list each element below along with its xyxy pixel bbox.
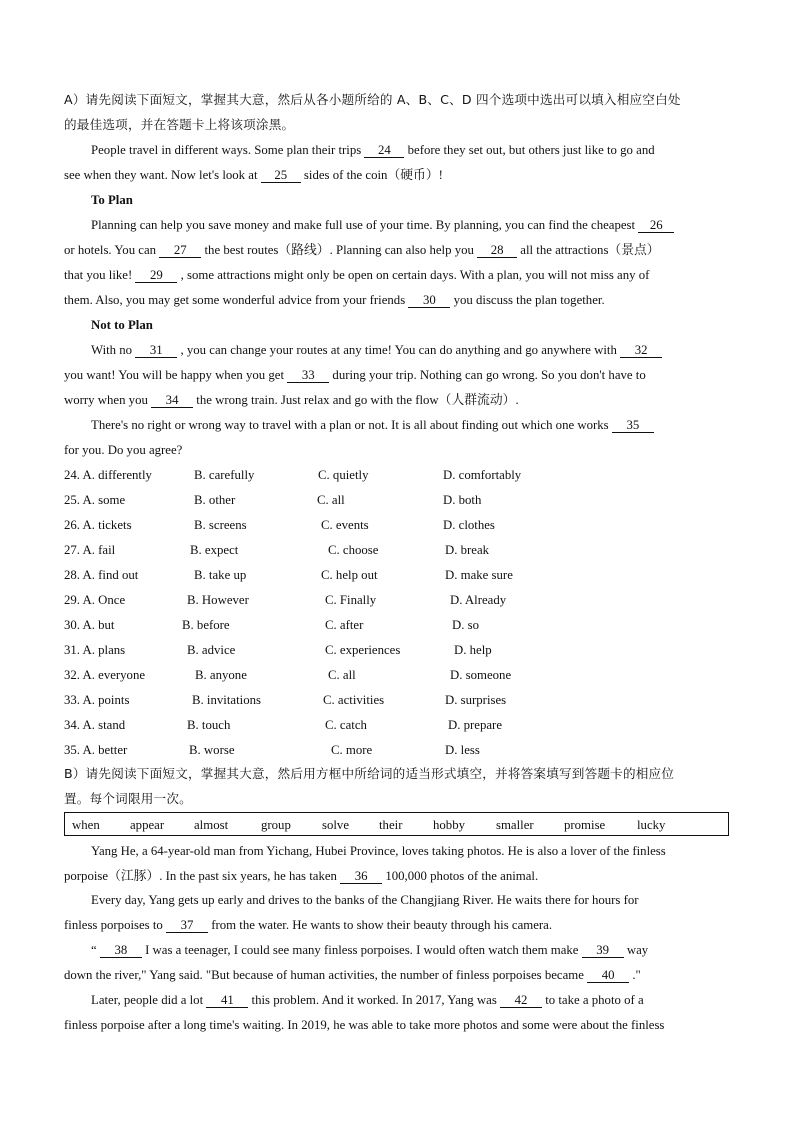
question-option-a [64,567,138,583]
part-a-instruction-line2: 的最佳选项，并在答题卡上将该项涂黑。 [64,117,295,132]
passage-b-para2-line2 [64,917,552,933]
blank-25: 25 [261,168,301,183]
question-option-b: B. advice [187,643,236,657]
word-bank-item: lucky [637,818,666,832]
question-option-c: C. events [321,518,369,532]
question-option-b: B. carefully [194,468,255,482]
text-segment: worry when you [64,393,148,407]
question-option-d: D. clothes [443,518,495,532]
passage-b-para1-line1: Yang He, a 64-year-old man from Yichang, Hubei Province, loves taking photos. He is also a lover of the finless [91,844,666,858]
question-option-b: B. worse [189,743,235,757]
option-text: A. everyone [82,668,146,682]
word-bank-item: group [261,818,291,832]
option-text: A. points [82,693,130,707]
passage-a-para3-line2 [64,367,646,383]
text-segment: There's no right or wrong way to travel with a plan or not. It is all about finding out which one works [91,418,609,432]
question-number: 31. [64,643,80,657]
question-option-b: B. before [182,618,230,632]
question-option-d: D. so [452,618,480,632]
text-segment: , you can change your routes at any time! You can do anything and go anywhere with [180,343,617,357]
text-segment: 100,000 photos of the animal. [385,869,539,883]
blank-32: 32 [620,343,662,358]
question-option-b: B. take up [194,568,247,582]
text-segment: the best routes（路线）. Planning can also help you [204,243,474,257]
question-number: 30. [64,618,80,632]
part-b-instruction-line1: B）请先阅读下面短文，掌握其大意，然后用方框中所给词的适当形式填空，并将答案填写到答题卡的相应位 [64,766,675,781]
passage-b-para4-line2: finless porpoise after a long time's waiting. In 2019, he was able to take more photos and some were about the finless [64,1018,665,1032]
option-text: A. find out [82,568,139,582]
question-number: 25. [64,493,80,507]
question-number: 35. [64,743,80,757]
blank-24: 24 [364,143,404,158]
question-option-b: B. invitations [192,693,261,707]
blank-35: 35 [612,418,654,433]
text-segment: this problem. And it worked. In 2017, Yang was [251,993,497,1007]
text-segment: Later, people did a lot [91,993,204,1007]
passage-a-para2-line1 [91,217,674,233]
question-option-a [64,742,127,758]
text-segment: I was a teenager, I could see many finless porpoises. I would often watch them make [145,943,579,957]
text-segment: , some attractions might only be open on certain days. With a plan, you will not miss any of [180,268,650,282]
word-bank-item: their [379,818,403,832]
text-segment: them. Also, you may get some wonderful advice from your friends [64,293,406,307]
question-option-c: C. catch [325,718,367,732]
question-option-c: C. after [325,618,364,632]
passage-a-para1-line1 [91,142,655,158]
option-text: A. plans [82,643,126,657]
passage-b-para3-line1 [91,942,648,958]
passage-b-para2-line1: Every day, Yang gets up early and drives to the banks of the Changjiang River. He waits there for hours for [91,893,639,907]
blank-30: 30 [408,293,450,308]
text-segment: to take a photo of a [545,993,644,1007]
option-text: A. Once [82,593,126,607]
question-option-a [64,542,115,558]
text-segment: the wrong train. Just relax and go with the flow（人群流动）. [196,393,519,407]
text-segment: you discuss the plan together. [453,293,605,307]
word-bank-item: promise [564,818,606,832]
text-segment: before they set out, but others just like to go and [407,143,655,157]
text-segment: that you like! [64,268,133,282]
word-bank-item: solve [322,818,350,832]
question-option-b: B. touch [187,718,231,732]
text-segment: you want! You will be happy when you get [64,368,285,382]
word-bank-item: hobby [433,818,465,832]
text-segment: during your trip. Nothing can go wrong. So you don't have to [332,368,646,382]
text-segment: Planning can help you save money and make full use of your time. By planning, you can find the cheapest [91,218,636,232]
question-option-d: D. Already [450,593,507,607]
question-option-d: D. both [443,493,482,507]
question-option-a [64,642,125,658]
passage-a-para2-line2 [64,242,660,258]
question-option-a [64,617,115,633]
question-option-c: C. help out [321,568,378,582]
question-option-a [64,692,129,708]
passage-a-para2-line4 [64,292,605,308]
passage-a-para1-line2 [64,167,443,183]
question-number: 29. [64,593,80,607]
option-text: A. some [82,493,126,507]
question-option-c: C. experiences [325,643,401,657]
question-option-c: C. Finally [325,593,377,607]
blank-33: 33 [287,368,329,383]
text-segment: With no [91,343,133,357]
question-option-b: B. other [194,493,236,507]
question-option-a [64,467,152,483]
question-option-d: D. break [445,543,490,557]
question-number: 34. [64,718,80,732]
option-text: A. differently [82,468,152,482]
word-bank-item: appear [130,818,165,832]
blank-31: 31 [135,343,177,358]
question-option-d: D. help [454,643,492,657]
blank-28: 28 [477,243,517,258]
question-number: 28. [64,568,80,582]
question-number: 24. [64,468,80,482]
part-a-instruction-line1: A）请先阅读下面短文，掌握其大意，然后从各小题所给的 A、B、C、D 四个选项中选出可以填入相应空白处 [64,92,681,107]
text-segment: down the river," Yang said. "But because of human activities, the number of finless porpoises became [64,968,584,982]
text-segment: or hotels. You can [64,243,157,257]
blank-42: 42 [500,993,542,1008]
question-number: 33. [64,693,80,707]
passage-a-para4-line1 [91,417,654,433]
passage-b-para1-line2 [64,868,538,884]
text-segment: see when they want. Now let's look at [64,168,258,182]
question-number: 27. [64,543,80,557]
blank-27: 27 [159,243,201,258]
blank-36: 36 [340,869,382,884]
text-segment: sides of the coin（硬币）! [303,168,443,182]
blank-38: 38 [100,943,142,958]
question-option-c: C. all [317,493,345,507]
word-bank-box [64,812,729,836]
question-option-d: D. make sure [445,568,513,582]
option-text: A. but [82,618,115,632]
blank-37: 37 [166,918,208,933]
text-segment: ." [632,968,641,982]
blank-40: 40 [587,968,629,983]
text-segment: porpoise（江豚）. In the past six years, he has taken [64,869,337,883]
question-option-d: D. prepare [448,718,502,732]
part-b-instruction-line2: 置。每个词限用一次。 [64,791,192,806]
blank-29: 29 [135,268,177,283]
question-option-d: D. less [445,743,480,757]
question-option-d: D. someone [450,668,512,682]
question-option-b: B. anyone [195,668,247,682]
passage-b-para3-line2 [64,967,641,983]
blank-41: 41 [206,993,248,1008]
word-bank-item: when [72,818,100,832]
question-option-d: D. surprises [445,693,507,707]
passage-b-para4-line1 [91,992,644,1008]
passage-a-para3-line3 [64,392,519,408]
text-segment: finless porpoises to [64,918,163,932]
word-bank-item: almost [194,818,229,832]
text-segment: all the attractions（景点） [520,243,660,257]
heading-not-to-plan: Not to Plan [91,318,153,332]
question-option-a [64,492,125,508]
question-option-b: B. expect [190,543,239,557]
question-option-c: C. all [328,668,356,682]
word-bank-item: smaller [496,818,534,832]
passage-a-para2-line3 [64,267,649,283]
question-number: 32. [64,668,80,682]
question-option-b: B. However [187,593,249,607]
option-text: A. fail [82,543,116,557]
question-option-b: B. screens [194,518,247,532]
passage-a-para4-line2: for you. Do you agree? [64,443,183,457]
text-segment: way [626,943,649,957]
question-option-d: D. comfortably [443,468,522,482]
question-option-a [64,717,125,733]
blank-39: 39 [582,943,624,958]
question-option-c: C. more [331,743,373,757]
option-text: A. stand [82,718,126,732]
question-option-c: C. activities [323,693,385,707]
question-option-c: C. choose [328,543,379,557]
question-option-a [64,592,125,608]
text-segment: “ [91,943,97,957]
question-option-c: C. quietly [318,468,369,482]
option-text: A. better [82,743,128,757]
text-segment: People travel in different ways. Some plan their trips [91,143,362,157]
blank-26: 26 [638,218,674,233]
blank-34: 34 [151,393,193,408]
text-segment: from the water. He wants to show their beauty through his camera. [211,918,553,932]
question-number: 26. [64,518,80,532]
question-option-a [64,667,145,683]
heading-to-plan: To Plan [91,193,133,207]
passage-a-para3-line1 [91,342,662,358]
option-text: A. tickets [82,518,132,532]
question-option-a [64,517,132,533]
